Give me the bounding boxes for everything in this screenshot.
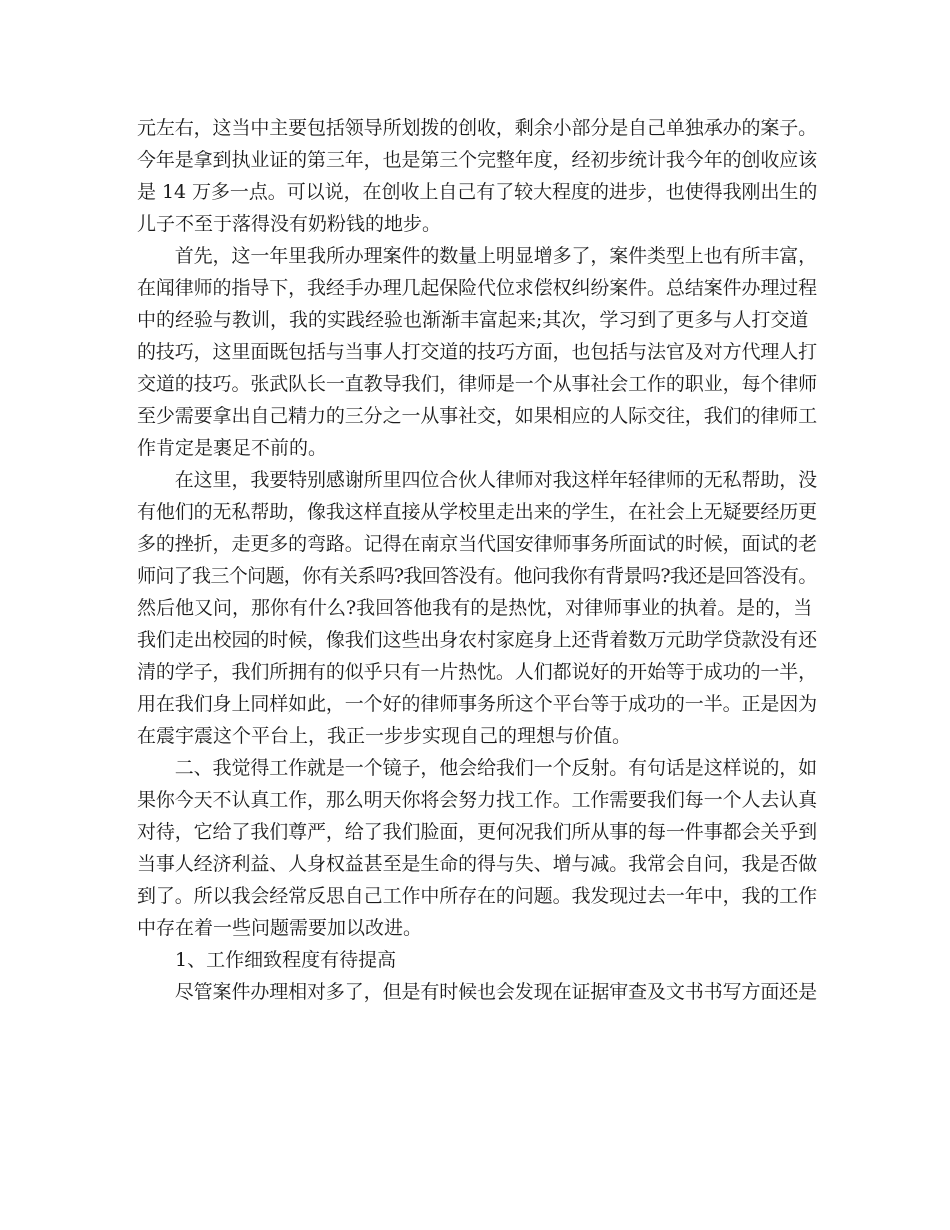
text-line: 的技巧，这里面既包括与当事人打交道的技巧方面，也包括与法官及对方代理人打 bbox=[137, 341, 818, 363]
text-line: 至少需要拿出自己精力的三分之一从事社交，如果相应的人际交往，我们的律师工 bbox=[137, 405, 818, 427]
text-line: 师问了我三个问题，你有关系吗?我回答没有。他问我你有背景吗?我还是回答没有。 bbox=[137, 565, 817, 587]
paragraph-start-line: 尽管案件办理相对多了，但是有时候也会发现在证据审查及文书书写方面还是 bbox=[137, 981, 818, 1003]
text-line: 儿子不至于落得没有奶粉钱的地步。 bbox=[137, 213, 442, 235]
text-line: 中的经验与教训，我的实践经验也渐渐丰富起来;其次，学习到了更多与人打交道 bbox=[137, 309, 809, 331]
text-line: 然后他又问，那你有什么?我回答他我有的是热忱，对律师事业的执着。是的，当 bbox=[137, 597, 813, 619]
text-line: 有他们的无私帮助，像我这样直接从学校里走出来的学生，在社会上无疑要经历更 bbox=[137, 501, 818, 523]
text-line: 多的挫折，走更多的弯路。记得在南京当代国安律师事务所面试的时候，面试的老 bbox=[137, 533, 818, 555]
paragraph-start-line: 首先，这一年里我所办理案件的数量上明显增多了，案件类型上也有所丰富， bbox=[137, 245, 818, 267]
paragraph-start-line: 二、我觉得工作就是一个镜子，他会给我们一个反射。有句话是这样说的，如 bbox=[137, 757, 818, 779]
text-line: 在震宇震这个平台上，我正一步步实现自己的理想与价值。 bbox=[137, 725, 632, 747]
text-line: 用在我们身上同样如此，一个好的律师事务所这个平台等于成功的一半。正是因为 bbox=[137, 693, 818, 715]
text-line: 今年是拿到执业证的第三年，也是第三个完整年度，经初步统计我今年的创收应该 bbox=[137, 149, 818, 171]
section-heading: 1、工作细致程度有待提高 bbox=[137, 949, 397, 971]
text-line: 对待，它给了我们尊严，给了我们脸面，更何况我们所从事的每一件事都会关乎到 bbox=[137, 821, 818, 843]
text-line: 元左右，这当中主要包括领导所划拨的创收，剩余小部分是自己单独承办的案子。 bbox=[137, 117, 818, 139]
text-line: 在闻律师的指导下，我经手办理几起保险代位求偿权纠纷案件。总结案件办理过程 bbox=[137, 277, 818, 299]
text-line: 中存在着一些问题需要加以改进。 bbox=[137, 917, 423, 939]
text-line: 作肯定是裹足不前的。 bbox=[137, 437, 328, 459]
text-line: 交道的技巧。张武队长一直教导我们，律师是一个从事社会工作的职业，每个律师 bbox=[137, 373, 818, 395]
text-line: 到了。所以我会经常反思自己工作中所存在的问题。我发现过去一年中，我的工作 bbox=[137, 885, 818, 907]
text-line: 当事人经济利益、人身权益甚至是生命的得与失、增与减。我常会自问，我是否做 bbox=[137, 853, 818, 875]
text-line: 我们走出校园的时候，像我们这些出身农村家庭身上还背着数万元助学贷款没有还 bbox=[137, 629, 818, 651]
paragraph-start-line: 在这里，我要特别感谢所里四位合伙人律师对我这样年轻律师的无私帮助，没 bbox=[137, 469, 818, 491]
text-line: 是 14 万多一点。可以说，在创收上自己有了较大程度的进步，也使得我刚出生的 bbox=[137, 181, 818, 203]
text-line: 清的学子，我们所拥有的似乎只有一片热忱。人们都说好的开始等于成功的一半， bbox=[137, 661, 818, 683]
text-line: 果你今天不认真工作，那么明天你将会努力找工作。工作需要我们每一个人去认真 bbox=[137, 789, 818, 811]
document-body bbox=[137, 112, 817, 1008]
